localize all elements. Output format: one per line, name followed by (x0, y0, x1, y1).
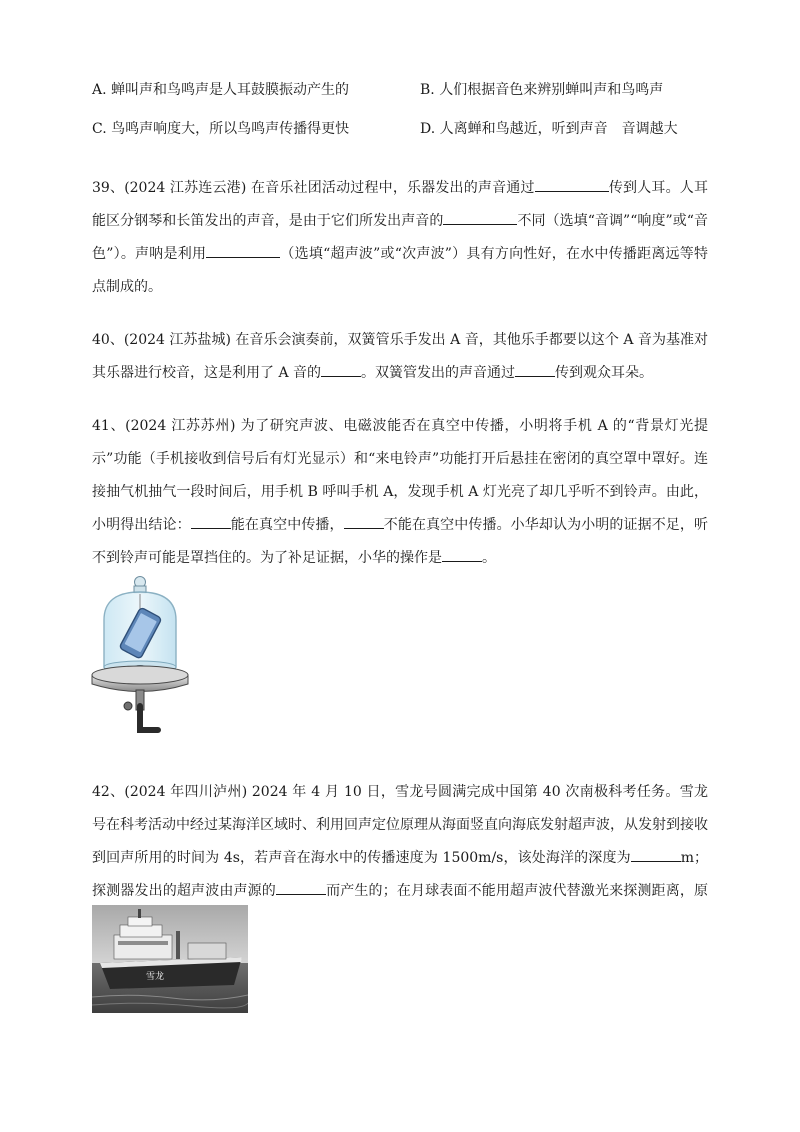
answer-blank[interactable] (191, 513, 231, 529)
q40-text-1: 40、(2024 江苏盐城) 在音乐会演奏前，双簧管乐手发出 A 音，其他乐手都要以这个 A 音为基准对其乐器进行校音，这是利用了 A 音的 (92, 332, 708, 381)
q41-text-1: 41、(2024 江苏苏州) 为了研究声波、电磁波能否在真空中传播，小明将手机 A 的“背景灯光提示”功能（手机接收到信号后有灯光显示）和“来电铃声”功能打开后悬挂在密闭的真空罩中罩好。连接抽气机抽气一段时间后，用手机 B 呼叫手机 A，发现手机 A 灯光亮了却几乎听不到铃声。由此，小明得出结论： (92, 418, 708, 533)
answer-blank[interactable] (443, 209, 517, 225)
q42-text-1: 42、(2024 年四川泸州) 2024 年 4 月 10 日，雪龙号圆满完成中国第 40 次南极科考任务。雪龙号在科考活动中经过某海洋区域时、利用回声定位原理从海面竖直向海底发射超声波，从发射到接收到回声所用的时间为 4s，若声音在海水中的传播速度为 1500m/s，该处海洋的深度为 (92, 784, 708, 866)
answer-blank[interactable] (206, 242, 280, 258)
ship-name-label: 雪龙 (146, 972, 165, 982)
q40-text-3: 传到观众耳朵。 (555, 365, 654, 381)
q42-text-3: 而产生的；在月球表面不能用超声波代替激光来探测距离，原 (325, 883, 709, 899)
answer-blank[interactable] (631, 846, 681, 862)
answer-blank[interactable] (535, 176, 609, 192)
q42-text-2: m；探测器发出的超声波由声源的 (92, 850, 708, 899)
answer-blank[interactable] (515, 361, 555, 377)
option-d: D. 人离蝉和鸟越近，听到声音 音调越大 (420, 121, 678, 137)
option-b: B. 人们根据音色来辨别蝉叫声和鸟鸣声 (420, 82, 664, 98)
bell-jar-phone-figure (88, 572, 198, 740)
q39-text-2: 传到人耳。人耳能区分钢琴和长笛发出的声音，是由于它们所发出声音的 (92, 180, 708, 229)
answer-blank[interactable] (276, 879, 326, 895)
answer-blank[interactable] (344, 513, 384, 529)
q41-text-3: 不能在真空中传播。小华却认为小明的证据不足，听不到铃声可能是罩挡住的。为了补足证据，小华的操作是 (92, 517, 709, 566)
q41-text-4: 。 (482, 550, 496, 566)
q39-text-1: 39、(2024 江苏连云港) 在音乐社团活动过程中，乐器发出的声音通过 (92, 180, 535, 196)
answer-blank[interactable] (442, 546, 482, 562)
xuelong-ship-photo (92, 905, 248, 1013)
q41-text-2: 能在真空中传播， (230, 517, 344, 533)
question-39 (92, 172, 708, 304)
question-41 (92, 410, 708, 575)
answer-blank[interactable] (321, 361, 361, 377)
q39-text-4: （选填“超声波”或“次声波”）具有方向性好，在水中传播距离远等特点制成的。 (92, 246, 708, 295)
option-a: A. 蝉叫声和鸟鸣声是人耳鼓膜振动产生的 (92, 82, 350, 98)
q39-text-3: 不同（选填“音调”“响度”或“音色”）。声呐是利用 (92, 213, 709, 262)
option-c: C. 鸟鸣声响度大，所以鸟鸣声传播得更快 (92, 121, 350, 137)
question-40 (92, 324, 708, 390)
q40-text-2: 。双簧管发出的声音通过 (361, 365, 516, 381)
